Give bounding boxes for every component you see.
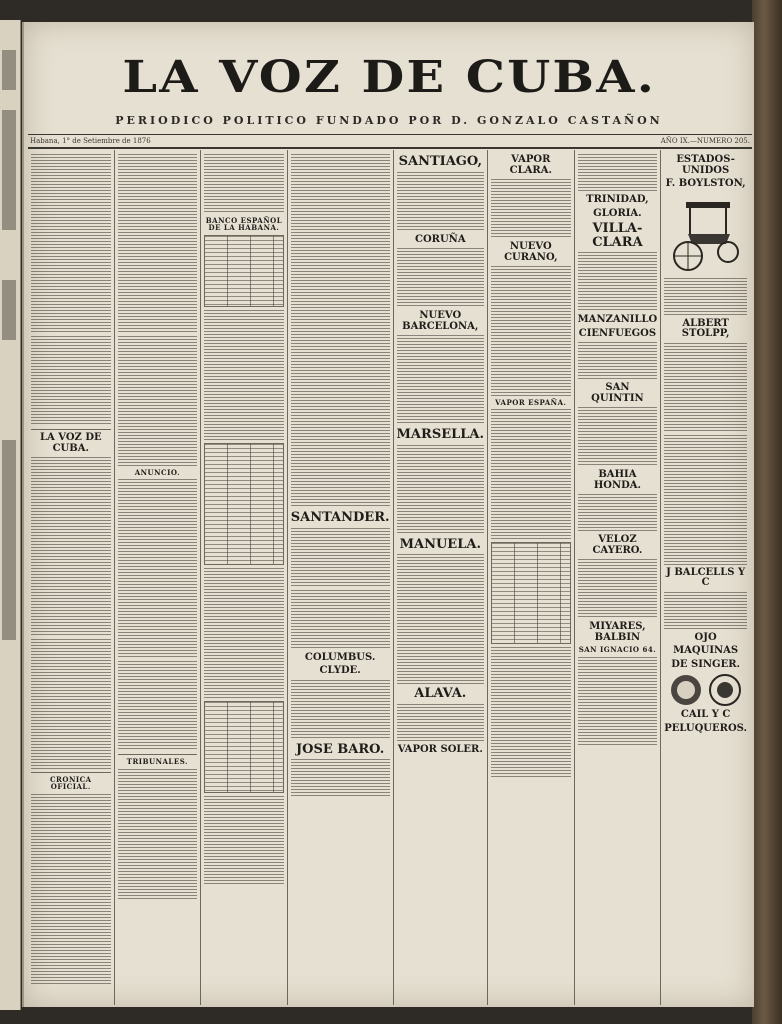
text-block: [118, 769, 198, 899]
newspaper-page: [22, 22, 754, 1007]
carriage-illustration: [666, 194, 746, 274]
text-block: [291, 154, 390, 284]
ad-heading: ESTADOS-UNIDOS: [676, 154, 735, 176]
ad-heading: ALBERT STOLPP,: [681, 317, 730, 339]
text-block: [664, 435, 747, 565]
issue-date: Habana, 1° de Setiembre de 1876: [30, 137, 151, 145]
section-heading: BANCO ESPAÑOL DE LA HABANA.: [205, 216, 283, 233]
ad-heading: SAN IGNACIO 64.: [578, 645, 657, 655]
ad-heading: ALAVA.: [414, 686, 467, 702]
ad-heading: VAPOR SOLER.: [397, 744, 483, 756]
page-columns: [28, 150, 750, 1005]
seal-icon: [669, 673, 703, 707]
ad-heading: NUEVO CURANO,: [504, 241, 558, 263]
section-heading: ANUNCIO.: [134, 468, 181, 477]
text-block: [291, 680, 390, 740]
text-block: [31, 926, 111, 986]
ad-heading: MANUELA.: [399, 536, 481, 552]
text-block: [31, 457, 111, 637]
ad-heading: COLUMBUS.: [304, 651, 376, 663]
ad-heading: TRINIDAD,: [586, 194, 649, 205]
text-block: [118, 479, 198, 659]
text-block: [204, 796, 284, 886]
text-block: [578, 342, 658, 380]
text-block: [31, 154, 111, 334]
column-1: [28, 150, 115, 1005]
ad-heading: CLYDE.: [319, 665, 361, 677]
ad-heading: VAPOR CLARA.: [509, 154, 552, 176]
text-block: [491, 647, 571, 777]
text-block: [31, 639, 111, 769]
data-table: [491, 542, 571, 644]
column-7: [575, 150, 662, 1005]
ad-heading: GLORIA.: [593, 207, 642, 219]
newspaper-title: LA VOZ DE CUBA.: [122, 52, 656, 103]
text-block: [118, 661, 198, 751]
section-heading: LA VOZ DE CUBA.: [39, 432, 102, 454]
adjacent-page-edge: [0, 20, 21, 1010]
text-block: [397, 248, 484, 308]
ad-heading: VAPOR ESPAÑA.: [495, 398, 567, 407]
ad-heading: VELOZ CAYERO.: [592, 534, 643, 556]
ad-heading: J BALCELLS Y C: [666, 566, 746, 588]
column-3: [201, 150, 288, 1005]
text-block: [664, 278, 747, 316]
ad-heading: NUEVO BARCELONA,: [402, 310, 479, 332]
text-block: [664, 592, 747, 630]
ad-heading: MARSELLA.: [396, 427, 485, 443]
ad-heading: MIYARES, BALBIN: [589, 621, 646, 643]
column-6: [488, 150, 575, 1005]
ad-heading: MANZANILLO: [577, 314, 658, 326]
singer-seals: [664, 673, 747, 707]
ad-heading: PELUQUEROS.: [664, 722, 748, 734]
ad-heading: F. BOYLSTON,: [665, 178, 746, 189]
data-table: [204, 443, 284, 565]
text-block: [204, 568, 284, 698]
column-5: [394, 150, 488, 1005]
text-block: [578, 154, 658, 192]
text-block: [31, 794, 111, 924]
column-2: [115, 150, 202, 1005]
ad-heading: MAQUINAS: [673, 645, 739, 656]
ad-heading: SANTIAGO,: [398, 154, 482, 169]
ad-heading: CIENFUEGOS: [578, 327, 657, 339]
text-block: [204, 154, 284, 214]
dateline: [28, 134, 752, 149]
masthead: [24, 52, 754, 103]
ad-heading: SANTANDER.: [290, 510, 390, 525]
text-block: [291, 286, 390, 416]
text-block: [578, 252, 658, 312]
text-block: [204, 310, 284, 440]
column-8: [661, 150, 750, 1005]
text-block: [491, 409, 571, 539]
ad-heading: DE SINGER.: [671, 658, 741, 670]
text-block: [118, 154, 198, 334]
ad-heading: CORUÑA: [414, 233, 466, 245]
text-block: [578, 657, 658, 747]
section-heading: TRIBUNALES.: [126, 757, 188, 767]
column-4: [288, 150, 394, 1005]
newspaper-subtitle: PERIODICO POLITICO FUNDADO POR D. GONZALO CASTAÑON: [115, 114, 663, 127]
text-block: [291, 759, 390, 797]
ad-heading: CAIL Y C: [680, 709, 731, 720]
seal-icon: [708, 673, 742, 707]
text-block: [291, 418, 390, 508]
text-block: [491, 266, 571, 396]
data-table: [204, 701, 284, 793]
text-block: [491, 179, 571, 239]
text-block: [397, 335, 484, 425]
text-block: [578, 494, 658, 532]
ad-heading: BAHIA HONDA.: [593, 469, 642, 491]
text-block: [397, 704, 484, 742]
text-block: [578, 559, 658, 619]
text-block: [291, 528, 390, 588]
text-block: [397, 554, 484, 684]
book-binding: [752, 0, 782, 1024]
text-block: [31, 336, 111, 426]
text-block: [291, 590, 390, 650]
text-block: [397, 172, 484, 232]
section-heading: CRONICA OFICIAL.: [49, 775, 92, 792]
ad-heading: JOSE BARO.: [296, 741, 385, 757]
ad-heading: OJO: [694, 631, 717, 643]
text-block: [578, 407, 658, 467]
text-block: [397, 445, 484, 535]
text-block: [664, 343, 747, 433]
ad-heading: SAN QUINTIN: [591, 382, 644, 404]
data-table: [204, 235, 284, 307]
issue-number: AÑO IX.—NUMERO 205.: [660, 137, 750, 145]
ad-heading: VILLA-CLARA: [592, 221, 643, 250]
text-block: [118, 336, 198, 466]
